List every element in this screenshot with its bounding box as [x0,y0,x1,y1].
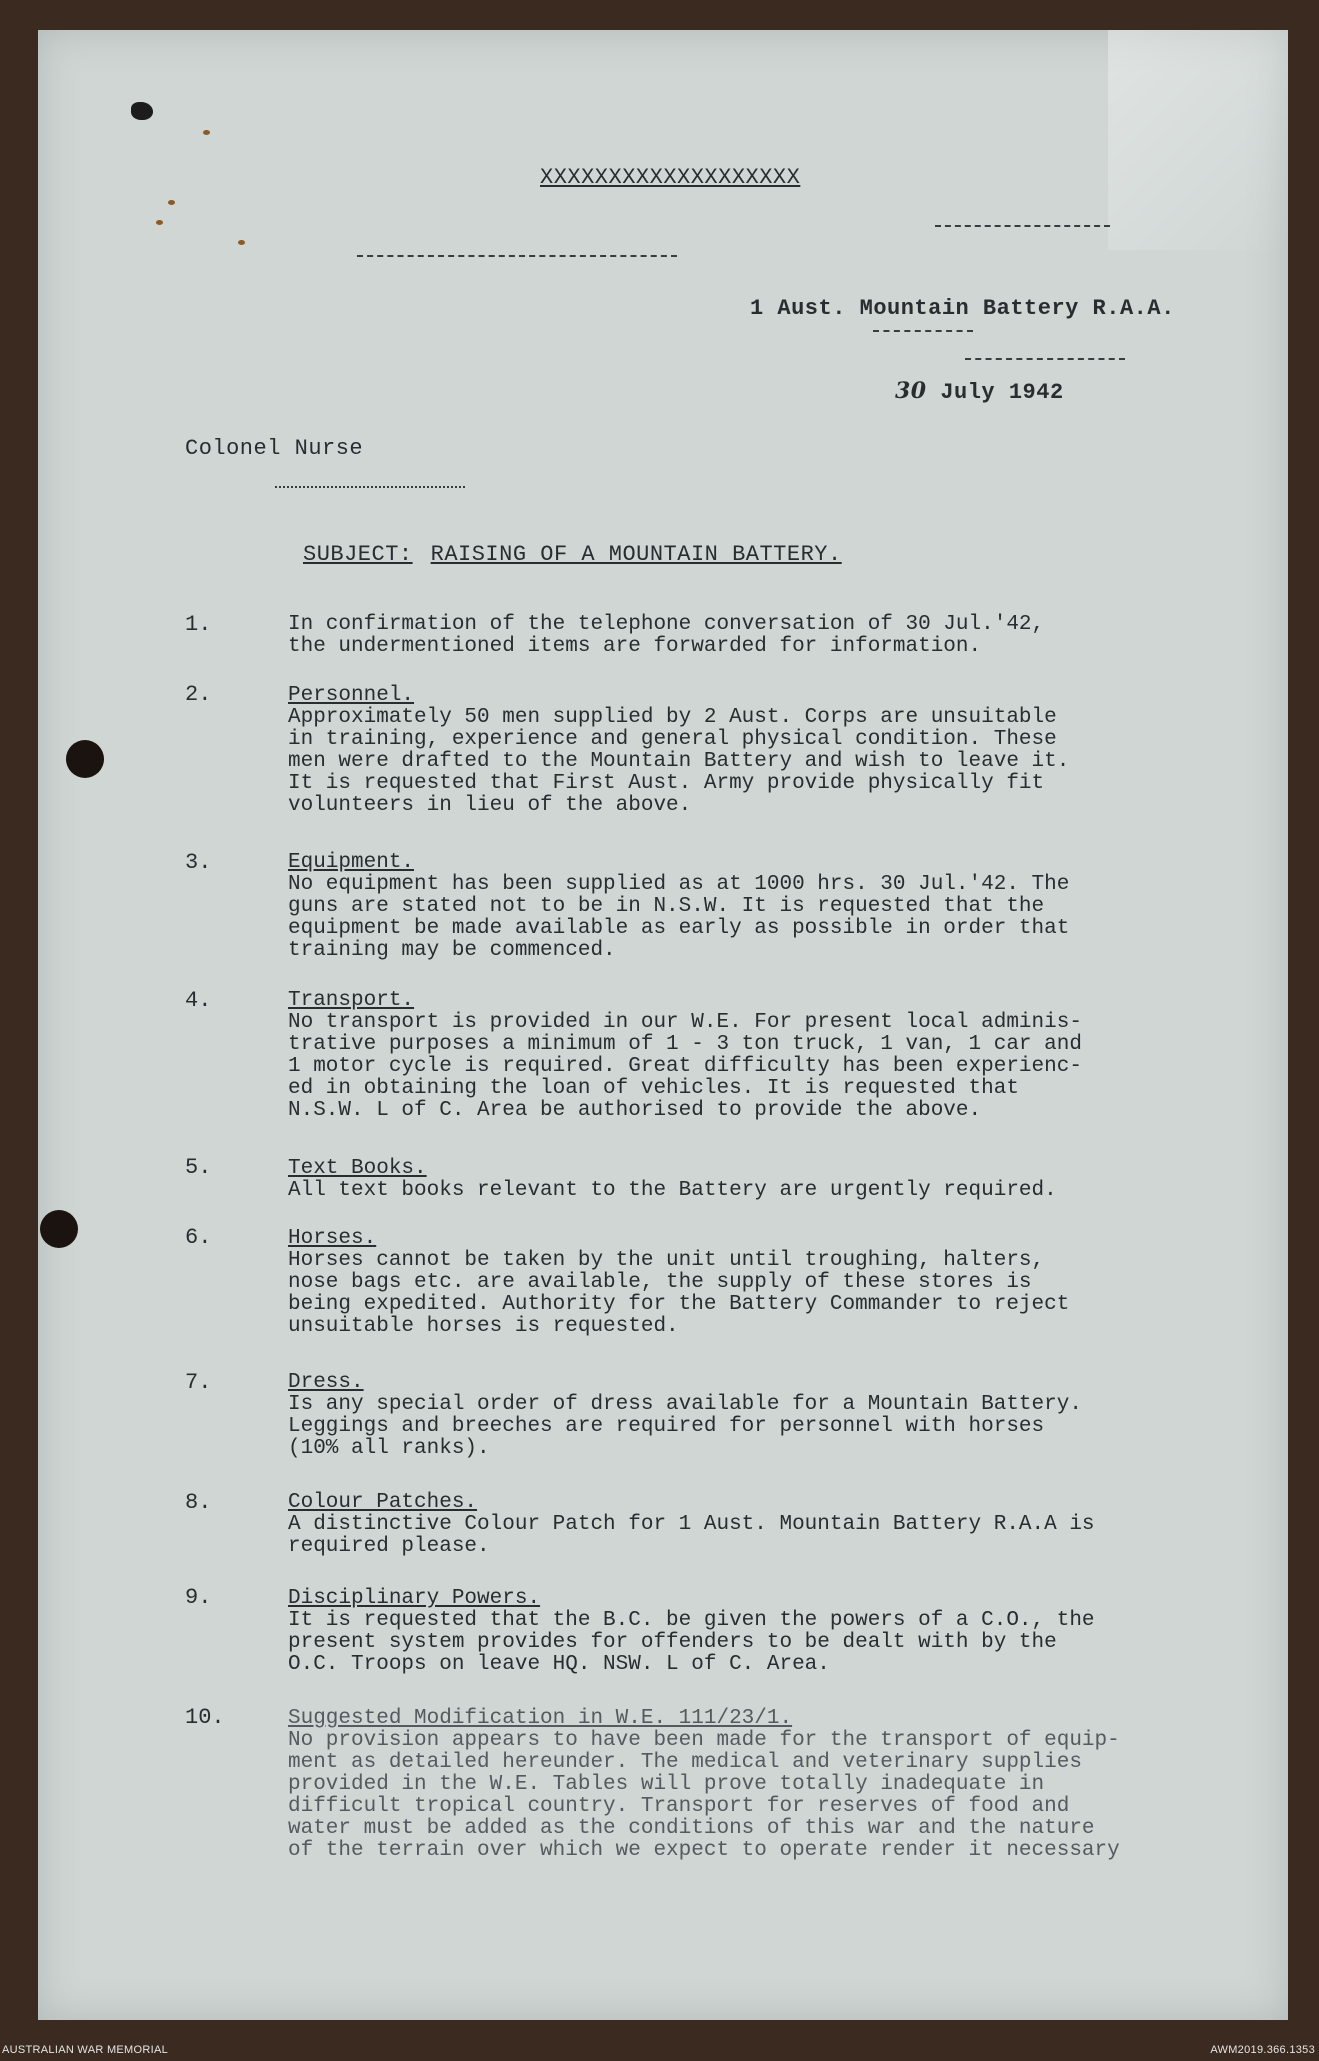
list-item [288,1492,1248,1558]
unit-name: 1 Aust. Mountain Battery R.A.A. [750,296,1175,321]
rust-spot [168,200,175,205]
item-text: All text books relevant to the Battery are urgently required. [288,1179,1057,1202]
item-number: 1. [185,612,212,637]
item-heading: Suggested Modification in W.E. 111/23/1. [288,1707,793,1730]
item-text: Is any special order of dress available for a Mountain Battery. Leggings and breeches are required for personnel with horses (10% all ranks). [288,1393,1082,1460]
item-heading: Colour Patches. [288,1491,478,1514]
item-number: 3. [185,850,212,875]
letter-date [895,378,1064,405]
item-heading: Transport. [288,989,415,1012]
subject-label: SUBJECT: [303,542,413,567]
date-rest: July 1942 [926,380,1064,405]
subject-line [303,542,842,567]
item-text: Approximately 50 men supplied by 2 Aust. Corps are unsuitable in training, experience and general physical condition. These men were drafted to the Mountain Battery and wish to leave it. It is requested that First Aust. Army provide physically fit volunteers in lieu of the above. [288,706,1070,817]
rust-spot [156,220,163,225]
item-heading: Personnel. [288,684,415,707]
ink-blot [131,102,153,120]
archive-reference: AWM2019.366.1353 [1210,2044,1315,2056]
item-number: 7. [185,1370,212,1395]
item-heading: Horses. [288,1227,377,1250]
item-number: 10. [185,1705,225,1730]
struck-header: XXXXXXXXXXXXXXXXXXX [540,165,801,190]
dash-line [935,225,1110,227]
item-number: 8. [185,1490,212,1515]
dash-line [357,255,677,257]
item-text: No provision appears to have been made for the transport of equip- ment as detailed hereunder. The medical and veterinary supplies provided in the W.E. Tables will prove totally inadequate in difficult tropical country. Transport for reserves of food and water must be added as the conditions of this war and the nature of the terrain over which we expect to operate render it necessary [288,1729,1120,1862]
item-number: 9. [185,1585,212,1610]
punch-hole-top [66,740,104,778]
item-text: In confirmation of the telephone conversation of 30 Jul.'42, the undermentioned items are forwarded for information. [288,613,1045,658]
list-item [288,1372,1248,1460]
list-item [288,685,1248,817]
punch-hole-bottom [40,1210,78,1248]
item-heading: Equipment. [288,851,415,874]
list-item [288,1708,1248,1862]
list-item [288,852,1248,962]
dash-line [965,358,1125,360]
item-text: No equipment has been supplied as at 1000 hrs. 30 Jul.'42. The guns are stated not to be in N.S.W. It is requested that the equipment be made available as early as possible in order that training may be commenced. [288,873,1070,962]
item-text: No transport is provided in our W.E. For present local adminis- trative purposes a minimum of 1 - 3 ton truck, 1 van, 1 car and 1 motor cycle is required. Great difficulty has been experienc- ed in obtaining the loan of vehicles. It is requested that N.S.W. L of C. Area be authorised to provide the above. [288,1011,1082,1122]
list-item [288,990,1248,1122]
rust-spot [238,240,245,245]
date-day: 30 [895,378,927,404]
item-text: It is requested that the B.C. be given the powers of a C.O., the present system provides for offenders to be dealt with by the O.C. Troops on leave HQ. NSW. L of C. Area. [288,1609,1095,1676]
item-number: 6. [185,1225,212,1250]
item-number: 2. [185,682,212,707]
list-item [288,1228,1248,1338]
item-text: Horses cannot be taken by the unit until troughing, halters, nose bags etc. are available, the supply of these stores is being expedited. Authority for the Battery Commander to reject unsuitable horses is requested. [288,1249,1070,1338]
item-number: 4. [185,988,212,1013]
dash-line [873,330,973,332]
item-heading: Disciplinary Powers. [288,1587,541,1610]
archive-credit: AUSTRALIAN WAR MEMORIAL [2,2044,169,2056]
item-heading: Dress. [288,1371,364,1394]
list-item [288,1588,1248,1676]
item-number: 5. [185,1155,212,1180]
dash-line [275,486,465,488]
subject-title: RAISING OF A MOUNTAIN BATTERY. [430,542,842,567]
recipient: Colonel Nurse [185,436,364,461]
rust-spot [203,130,210,135]
item-heading: Text Books. [288,1157,427,1180]
list-item [288,1158,1248,1202]
item-text: A distinctive Colour Patch for 1 Aust. Mountain Battery R.A.A is required please. [288,1513,1095,1558]
